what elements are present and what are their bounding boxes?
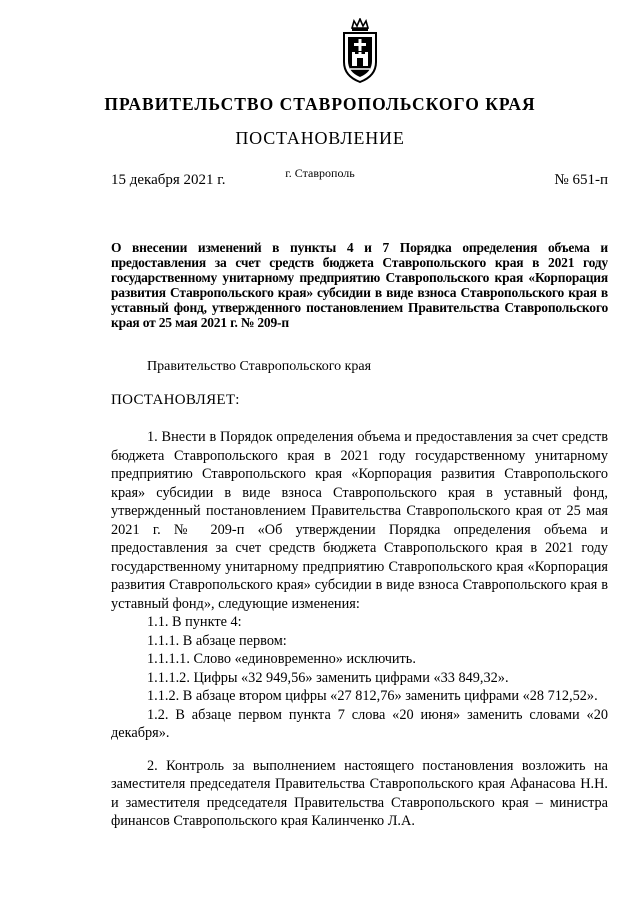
document-body [111,428,608,831]
decrees-heading: ПОСТАНОВЛЯЕТ: [111,392,240,408]
paragraph-1-2: 1.2. В абзаце первом пункта 7 слова «20 июня» заменить словами «20 декабря». [111,706,608,741]
paragraph-2: 2. Контроль за выполнением настоящего постановления возложить на заместителя председателя Правительства Ставропольского края Афанасова Н.Н. и заместителя председателя Правительства Ставропольского края – министра финансов Ставропольского края Калинченко Л.А. [111,757,608,829]
intro-line: Правительство Ставропольского края [147,359,372,374]
paragraph-1: 1. Внести в Порядок определения объема и предоставления за счет средств бюджета Ставропольского края в 2021 году государственному унитарному предприятию Ставропольского края «Корпорация развития Ставропольского края» субсидии в виде взноса Ставропольского края в уставный фонд, утвержденный постановлением Правительства Ставропольского края от 25 мая 2021 г. № 209-п «Об утверждении Порядка определения объема и предоставления за счет средств бюджета Ставропольского края в 2021 году государственному унитарному предприятию Ставропольского края «Корпорация развития Ставропольского края» субсидии в виде взноса Ставропольского края в уставный фонд», следующие изменения: [111,429,608,612]
paragraph-1-1-2: 1.1.2. В абзаце втором цифры «27 812,76» заменить цифрами «28 712,52». [147,688,598,704]
document-city: г. Ставрополь [285,166,355,180]
coat-of-arms-emblem [339,18,381,86]
document-type-title: ПОСТАНОВЛЕНИЕ [235,128,405,148]
document-number: № 651-п [554,172,608,188]
paragraph-1-1-1-1: 1.1.1.1. Слово «единовременно» исключить. [147,651,416,667]
document-subject: О внесении изменений в пункты 4 и 7 Порядка определения объема и предоставления за счет средств бюджета Ставропольского края в 2021 году государственному унитарному предприятию Ставропольского края «Корпорация развития Ставропольского края» субсидии в виде взноса Ставропольского края в уставный фонд, утвержденного постановлением Правительства Ставропольского края от 25 мая 2021 г. № 209-п [111,240,608,330]
paragraph-1-1-1-2: 1.1.1.2. Цифры «32 949,56» заменить цифрами «33 849,32». [147,669,509,686]
government-title: ПРАВИТЕЛЬСТВО СТАВРОПОЛЬСКОГО КРАЯ [104,94,536,114]
paragraph-1-1-1: 1.1.1. В абзаце первом: [147,632,287,649]
document-date: 15 декабря 2021 г. [111,172,226,188]
paragraph-1-1: 1.1. В пункте 4: [147,614,242,630]
